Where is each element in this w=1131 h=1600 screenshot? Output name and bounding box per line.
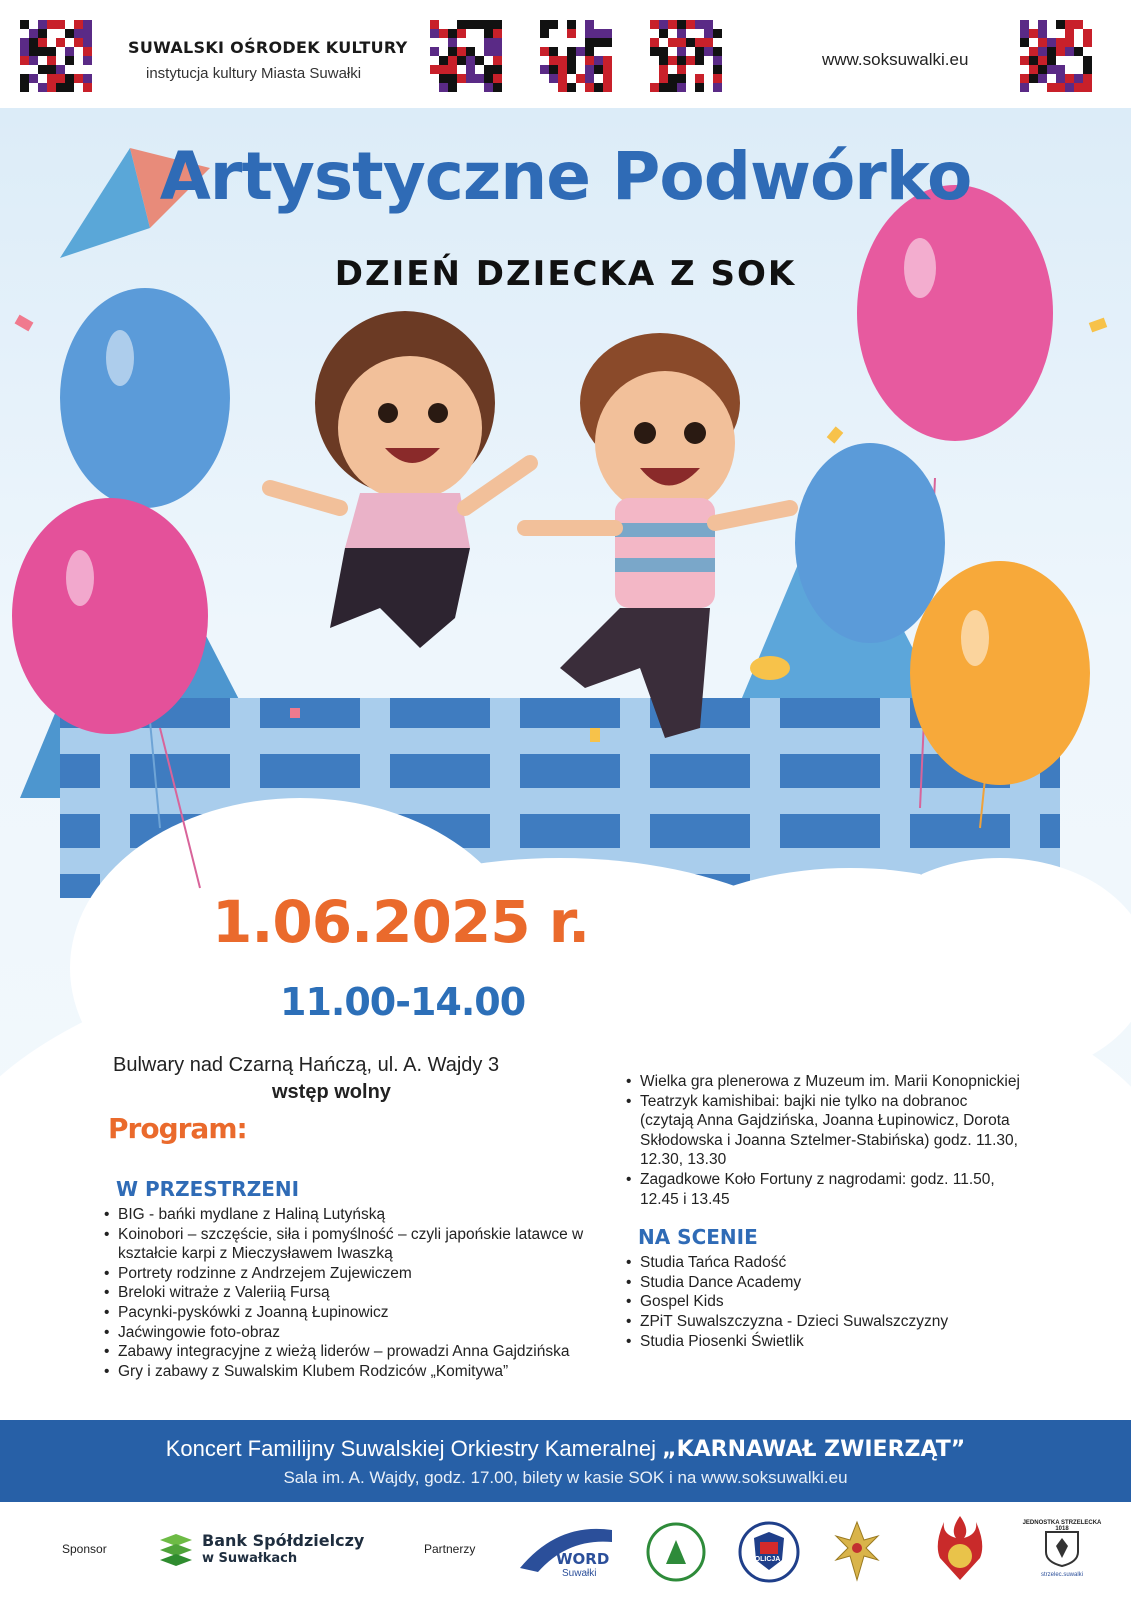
sponsors-footer [0,1502,1131,1600]
organizer-block [128,38,428,82]
jsw-text: JEDNOSTKA STRZELECKA 1018 [1022,1520,1102,1532]
bank-name [202,1532,364,1568]
list-item: • Breloki witraże z Valeriią Fursą [102,1283,602,1303]
program-heading: Program: [108,1112,247,1145]
police-text: POLICJA [750,1556,781,1563]
list-item: • Gospel Kids [624,1292,1024,1312]
space-activity-list [102,1205,602,1381]
lasy-panstwowe-logo [646,1522,706,1582]
list-item: • Zabawy integracyjne z wieżą liderów – prowadzi Anna Gajdzińska [102,1342,602,1362]
police-logo [738,1520,800,1584]
page-header [0,0,1131,108]
list-item: • Koinobori – szczęście, siła i pomyślność – czyli japońskie latawce w kształcie karpi z Mieczysławem Iwaszką [102,1225,602,1264]
word-text: WORD [556,1550,610,1568]
event-title: Artystyczne Podwórko [159,138,972,215]
list-item: • ZPiT Suwalszczyzna - Dzieci Suwalszczyzny [624,1312,1024,1332]
list-item: • Teatrzyk kamishibai: bajki nie tylko na dobranoc (czytają Anna Gajdzińska, Joanna Łupinowicz, Dorota Skłodowska i Joanna Sztelmer-Stabińska) godz. 11.30, 12.30, 13.30 [624,1092,1024,1170]
list-item: • Jaćwingowie foto-obraz [102,1323,602,1343]
folk-pattern-decoration [650,20,722,92]
stage-performers-list [624,1253,1024,1351]
admission-note: wstęp wolny [272,1081,391,1103]
folk-pattern-logo [20,20,92,92]
boy-figure [525,333,790,738]
partners-label: Partnerzy [424,1542,476,1556]
event-date: 1.06.2025 r. [212,888,590,956]
concert-title-prefix: Koncert Familijny Suwalskiej Orkiestry Kameralnej [165,1436,663,1461]
list-item: • Pacynki-pyskówki z Joanną Łupinowicz [102,1303,602,1323]
jednostka-strzelecka-logo [1022,1520,1102,1584]
bank-name-city: w Suwałkach [202,1551,298,1566]
concert-banner [0,1420,1131,1502]
list-item: • BIG - bańki mydlane z Haliną Lutyńską [102,1205,602,1225]
list-item: • Studia Tańca Radość [624,1253,1024,1273]
cross-emblem-logo [834,1518,880,1584]
organizer-subtitle: instytucja kultury Miasta Suwałki [146,65,362,82]
sponsor-bank-logo [158,1532,364,1568]
section-title-stage: NA SCENIE [638,1225,758,1250]
folk-pattern-decoration [430,20,502,92]
list-item: • Zagadkowe Koło Fortuny z nagrodami: godz. 11.50, 12.45 i 13.45 [624,1170,1024,1209]
word-logo [518,1520,614,1582]
bank-leaf-icon [158,1532,194,1568]
eagle-shield-icon [1042,1528,1082,1568]
word-sub: Suwałki [562,1568,597,1579]
event-subtitle: DZIEŃ DZIECKA Z SOK [334,254,797,294]
section-title-space: W PRZESTRZENI [116,1177,300,1201]
maltese-cross-icon [834,1518,880,1584]
list-item: • Wielka gra plenerowa z Muzeum im. Marii Konopnickiej [624,1072,1024,1092]
list-item: • Studia Dance Academy [624,1273,1024,1293]
event-time: 11.00-14.00 [280,980,526,1024]
organizer-name: SUWALSKI OŚRODEK KULTURY [128,38,408,57]
list-item: • Gry i zabawy z Suwalskim Klubem Rodziców „Komitywa” [102,1362,602,1382]
fire-badge-icon [934,1514,986,1584]
program-right-column [624,1072,1024,1351]
website-link[interactable]: www.soksuwalki.eu [822,50,969,69]
tree-badge-icon [646,1522,706,1582]
program-space-section [102,1177,602,1381]
space-activity-list-continued [624,1072,1024,1209]
folk-pattern-decoration [1020,20,1092,92]
police-badge-icon [738,1520,800,1584]
list-item: • Studia Piosenki Świetlik [624,1332,1024,1352]
list-item: • Portrety rodzinne z Andrzejem Zujewiczem [102,1264,602,1284]
bank-name-main: Bank Spółdzielczy [202,1531,365,1550]
folk-pattern-decoration [540,20,612,92]
fire-brigade-logo [934,1514,986,1584]
concert-details: Sala im. A. Wajdy, godz. 17.00, bilety w kasie SOK i na www.soksuwalki.eu [283,1468,848,1487]
sponsor-label: Sponsor [62,1542,107,1556]
girl-figure [270,311,530,648]
jsw-sub: strzelec.suwalki [1040,1572,1083,1578]
concert-title-name: „KARNAWAŁ ZWIERZĄT” [662,1437,966,1462]
event-venue: Bulwary nad Czarną Hańczą, ul. A. Wajdy 3 [113,1054,500,1076]
concert-title [0,1420,1131,1462]
